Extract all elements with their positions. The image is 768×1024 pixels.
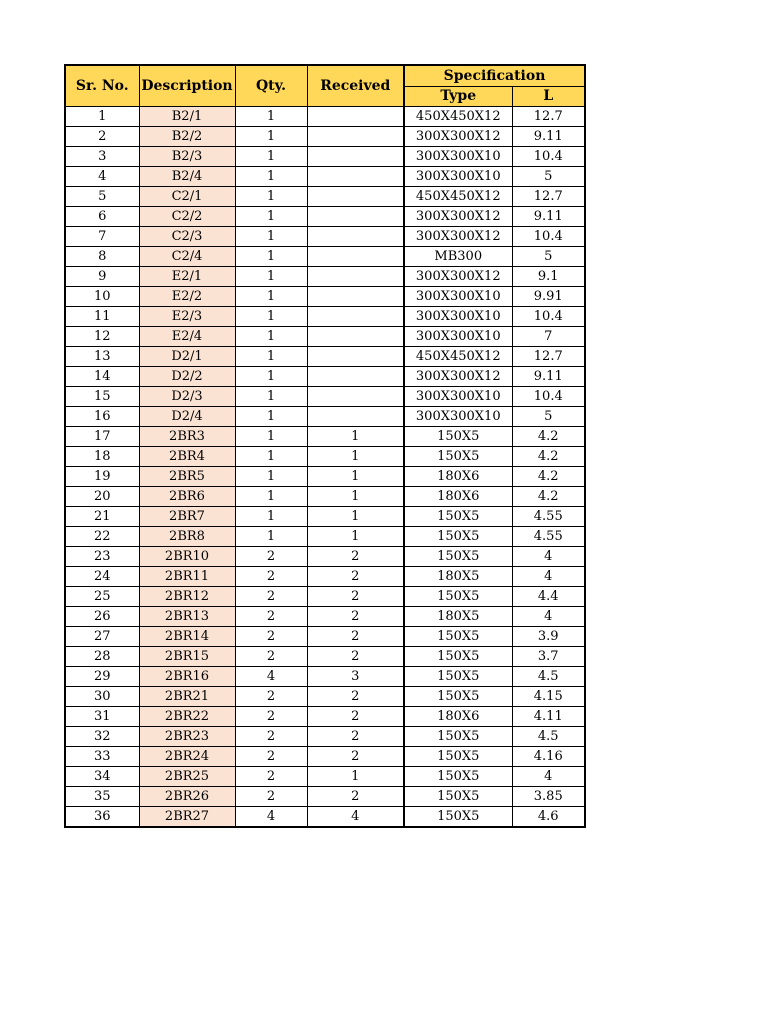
cell-type: 180X6 [404, 707, 512, 727]
cell-received [307, 187, 404, 207]
cell-sr-no: 34 [65, 767, 139, 787]
cell-l: 10.4 [512, 147, 585, 167]
cell-l: 10.4 [512, 227, 585, 247]
cell-description: 2BR21 [139, 687, 235, 707]
cell-type: 150X5 [404, 427, 512, 447]
cell-description: D2/1 [139, 347, 235, 367]
cell-qty: 2 [235, 747, 307, 767]
table-body [65, 107, 585, 828]
cell-l: 10.4 [512, 307, 585, 327]
cell-sr-no: 31 [65, 707, 139, 727]
cell-qty: 1 [235, 207, 307, 227]
cell-description: C2/4 [139, 247, 235, 267]
cell-description: B2/2 [139, 127, 235, 147]
cell-type: 300X300X10 [404, 147, 512, 167]
table-row [65, 667, 585, 687]
cell-description: D2/4 [139, 407, 235, 427]
table-row [65, 627, 585, 647]
cell-sr-no: 27 [65, 627, 139, 647]
header-specification: Specification [404, 65, 585, 86]
cell-l: 12.7 [512, 107, 585, 127]
cell-qty: 4 [235, 807, 307, 828]
table-row [65, 507, 585, 527]
cell-received: 2 [307, 607, 404, 627]
cell-type: 180X6 [404, 487, 512, 507]
material-spec-table [64, 64, 586, 828]
cell-description: 2BR24 [139, 747, 235, 767]
table-row [65, 147, 585, 167]
cell-type: 150X5 [404, 507, 512, 527]
cell-type: 300X300X12 [404, 127, 512, 147]
cell-type: 150X5 [404, 647, 512, 667]
cell-l: 4.2 [512, 467, 585, 487]
cell-qty: 1 [235, 427, 307, 447]
table-row [65, 307, 585, 327]
cell-qty: 1 [235, 267, 307, 287]
cell-received [307, 287, 404, 307]
cell-sr-no: 3 [65, 147, 139, 167]
cell-l: 3.85 [512, 787, 585, 807]
cell-qty: 1 [235, 387, 307, 407]
cell-description: 2BR6 [139, 487, 235, 507]
cell-sr-no: 32 [65, 727, 139, 747]
cell-l: 9.11 [512, 367, 585, 387]
cell-sr-no: 7 [65, 227, 139, 247]
cell-qty: 1 [235, 527, 307, 547]
cell-l: 5 [512, 167, 585, 187]
cell-received: 2 [307, 787, 404, 807]
cell-type: 150X5 [404, 667, 512, 687]
cell-qty: 1 [235, 367, 307, 387]
cell-qty: 1 [235, 107, 307, 127]
cell-l: 4.2 [512, 427, 585, 447]
header-row-top [65, 65, 585, 86]
cell-description: 2BR25 [139, 767, 235, 787]
cell-description: 2BR26 [139, 787, 235, 807]
table-row [65, 767, 585, 787]
cell-received: 2 [307, 567, 404, 587]
table-row [65, 267, 585, 287]
cell-type: 300X300X12 [404, 267, 512, 287]
table-row [65, 247, 585, 267]
cell-received [307, 367, 404, 387]
cell-description: E2/4 [139, 327, 235, 347]
cell-description: 2BR7 [139, 507, 235, 527]
cell-l: 4.4 [512, 587, 585, 607]
cell-l: 12.7 [512, 347, 585, 367]
cell-qty: 1 [235, 327, 307, 347]
cell-description: B2/3 [139, 147, 235, 167]
cell-description: 2BR11 [139, 567, 235, 587]
cell-received: 1 [307, 767, 404, 787]
cell-received [307, 147, 404, 167]
cell-type: 450X450X12 [404, 347, 512, 367]
cell-l: 4.11 [512, 707, 585, 727]
cell-sr-no: 26 [65, 607, 139, 627]
cell-l: 3.7 [512, 647, 585, 667]
cell-received: 2 [307, 627, 404, 647]
table-row [65, 587, 585, 607]
cell-received: 2 [307, 687, 404, 707]
cell-type: 300X300X10 [404, 407, 512, 427]
table-row [65, 467, 585, 487]
cell-l: 4.15 [512, 687, 585, 707]
cell-sr-no: 18 [65, 447, 139, 467]
cell-sr-no: 28 [65, 647, 139, 667]
cell-received: 2 [307, 587, 404, 607]
cell-received [307, 227, 404, 247]
cell-qty: 1 [235, 487, 307, 507]
cell-type: 300X300X10 [404, 167, 512, 187]
cell-sr-no: 36 [65, 807, 139, 828]
cell-type: 150X5 [404, 687, 512, 707]
header-type: Type [404, 86, 512, 107]
table-row [65, 707, 585, 727]
cell-received: 4 [307, 807, 404, 828]
table-header [65, 65, 585, 107]
table-row [65, 747, 585, 767]
header-qty: Qty. [235, 65, 307, 107]
cell-l: 4 [512, 567, 585, 587]
cell-received: 2 [307, 707, 404, 727]
cell-description: 2BR14 [139, 627, 235, 647]
cell-qty: 2 [235, 647, 307, 667]
table-row [65, 167, 585, 187]
cell-qty: 2 [235, 567, 307, 587]
cell-type: 150X5 [404, 807, 512, 828]
cell-received [307, 327, 404, 347]
cell-type: 300X300X10 [404, 387, 512, 407]
cell-description: 2BR22 [139, 707, 235, 727]
cell-sr-no: 22 [65, 527, 139, 547]
table-row [65, 387, 585, 407]
cell-sr-no: 8 [65, 247, 139, 267]
cell-description: 2BR15 [139, 647, 235, 667]
cell-description: 2BR3 [139, 427, 235, 447]
cell-description: E2/3 [139, 307, 235, 327]
table-row [65, 107, 585, 127]
cell-l: 4.5 [512, 667, 585, 687]
cell-sr-no: 20 [65, 487, 139, 507]
cell-description: 2BR23 [139, 727, 235, 747]
cell-type: 300X300X12 [404, 227, 512, 247]
cell-qty: 1 [235, 167, 307, 187]
cell-qty: 1 [235, 507, 307, 527]
cell-type: 180X5 [404, 607, 512, 627]
header-received: Received [307, 65, 404, 107]
cell-sr-no: 25 [65, 587, 139, 607]
cell-description: 2BR16 [139, 667, 235, 687]
cell-qty: 2 [235, 587, 307, 607]
cell-l: 4.2 [512, 487, 585, 507]
table-row [65, 727, 585, 747]
cell-sr-no: 9 [65, 267, 139, 287]
cell-type: 300X300X12 [404, 367, 512, 387]
cell-l: 4.55 [512, 527, 585, 547]
cell-sr-no: 17 [65, 427, 139, 447]
cell-description: 2BR12 [139, 587, 235, 607]
cell-description: E2/2 [139, 287, 235, 307]
cell-qty: 1 [235, 407, 307, 427]
cell-type: 300X300X10 [404, 307, 512, 327]
cell-description: 2BR4 [139, 447, 235, 467]
cell-received: 1 [307, 527, 404, 547]
cell-description: 2BR27 [139, 807, 235, 828]
cell-l: 9.11 [512, 207, 585, 227]
cell-qty: 2 [235, 627, 307, 647]
cell-description: C2/3 [139, 227, 235, 247]
cell-sr-no: 6 [65, 207, 139, 227]
table-row [65, 447, 585, 467]
cell-received [307, 407, 404, 427]
cell-type: 150X5 [404, 587, 512, 607]
cell-received: 1 [307, 487, 404, 507]
cell-received: 2 [307, 647, 404, 667]
cell-l: 10.4 [512, 387, 585, 407]
cell-received: 1 [307, 447, 404, 467]
cell-sr-no: 1 [65, 107, 139, 127]
cell-received [307, 167, 404, 187]
cell-l: 4.16 [512, 747, 585, 767]
cell-l: 9.11 [512, 127, 585, 147]
cell-sr-no: 23 [65, 547, 139, 567]
cell-received [307, 127, 404, 147]
cell-received: 2 [307, 727, 404, 747]
cell-l: 4 [512, 607, 585, 627]
cell-qty: 1 [235, 247, 307, 267]
table-row [65, 567, 585, 587]
cell-received [307, 307, 404, 327]
cell-l: 4 [512, 547, 585, 567]
cell-sr-no: 11 [65, 307, 139, 327]
cell-received [307, 207, 404, 227]
cell-received: 2 [307, 747, 404, 767]
cell-type: 150X5 [404, 787, 512, 807]
cell-received [307, 387, 404, 407]
cell-qty: 1 [235, 227, 307, 247]
cell-qty: 1 [235, 347, 307, 367]
cell-qty: 1 [235, 307, 307, 327]
cell-l: 7 [512, 327, 585, 347]
cell-type: 180X5 [404, 567, 512, 587]
table-row [65, 547, 585, 567]
cell-type: 450X450X12 [404, 187, 512, 207]
cell-sr-no: 10 [65, 287, 139, 307]
table-row [65, 287, 585, 307]
cell-qty: 1 [235, 287, 307, 307]
cell-type: 150X5 [404, 447, 512, 467]
cell-description: C2/2 [139, 207, 235, 227]
cell-l: 5 [512, 407, 585, 427]
table-row [65, 427, 585, 447]
cell-type: 150X5 [404, 627, 512, 647]
cell-sr-no: 30 [65, 687, 139, 707]
table-row [65, 487, 585, 507]
cell-description: C2/1 [139, 187, 235, 207]
cell-sr-no: 19 [65, 467, 139, 487]
cell-l: 4 [512, 767, 585, 787]
table-row [65, 787, 585, 807]
cell-received: 3 [307, 667, 404, 687]
cell-sr-no: 24 [65, 567, 139, 587]
cell-description: D2/2 [139, 367, 235, 387]
cell-received: 1 [307, 427, 404, 447]
cell-description: E2/1 [139, 267, 235, 287]
cell-l: 5 [512, 247, 585, 267]
cell-sr-no: 12 [65, 327, 139, 347]
table-row [65, 327, 585, 347]
table-row [65, 207, 585, 227]
cell-description: 2BR8 [139, 527, 235, 547]
cell-received: 1 [307, 507, 404, 527]
table-row [65, 527, 585, 547]
cell-type: 150X5 [404, 767, 512, 787]
cell-l: 12.7 [512, 187, 585, 207]
cell-qty: 2 [235, 767, 307, 787]
cell-sr-no: 2 [65, 127, 139, 147]
cell-type: 300X300X10 [404, 327, 512, 347]
table-row [65, 347, 585, 367]
cell-type: 150X5 [404, 547, 512, 567]
cell-l: 4.55 [512, 507, 585, 527]
cell-qty: 2 [235, 607, 307, 627]
cell-received [307, 247, 404, 267]
cell-description: D2/3 [139, 387, 235, 407]
header-sr-no: Sr. No. [65, 65, 139, 107]
cell-sr-no: 35 [65, 787, 139, 807]
cell-received: 2 [307, 547, 404, 567]
cell-type: 180X6 [404, 467, 512, 487]
cell-description: B2/4 [139, 167, 235, 187]
cell-type: 300X300X12 [404, 207, 512, 227]
cell-l: 9.91 [512, 287, 585, 307]
cell-type: 300X300X10 [404, 287, 512, 307]
cell-qty: 4 [235, 667, 307, 687]
cell-received [307, 107, 404, 127]
cell-description: B2/1 [139, 107, 235, 127]
cell-l: 3.9 [512, 627, 585, 647]
cell-qty: 2 [235, 707, 307, 727]
cell-qty: 2 [235, 727, 307, 747]
cell-sr-no: 33 [65, 747, 139, 767]
table-row [65, 607, 585, 627]
cell-sr-no: 21 [65, 507, 139, 527]
cell-description: 2BR5 [139, 467, 235, 487]
cell-l: 4.5 [512, 727, 585, 747]
cell-qty: 1 [235, 467, 307, 487]
cell-l: 4.2 [512, 447, 585, 467]
table-row [65, 227, 585, 247]
cell-qty: 2 [235, 547, 307, 567]
table-row [65, 647, 585, 667]
cell-received: 1 [307, 467, 404, 487]
cell-qty: 1 [235, 147, 307, 167]
cell-sr-no: 29 [65, 667, 139, 687]
cell-type: MB300 [404, 247, 512, 267]
cell-type: 150X5 [404, 727, 512, 747]
cell-qty: 2 [235, 687, 307, 707]
cell-qty: 1 [235, 127, 307, 147]
header-l: L [512, 86, 585, 107]
cell-sr-no: 5 [65, 187, 139, 207]
cell-qty: 2 [235, 787, 307, 807]
cell-sr-no: 13 [65, 347, 139, 367]
table-row [65, 367, 585, 387]
cell-description: 2BR13 [139, 607, 235, 627]
table-row [65, 127, 585, 147]
cell-type: 150X5 [404, 527, 512, 547]
cell-sr-no: 4 [65, 167, 139, 187]
table-row [65, 807, 585, 828]
cell-type: 450X450X12 [404, 107, 512, 127]
header-description: Description [139, 65, 235, 107]
cell-sr-no: 16 [65, 407, 139, 427]
table-row [65, 187, 585, 207]
cell-description: 2BR10 [139, 547, 235, 567]
table-row [65, 687, 585, 707]
table-row [65, 407, 585, 427]
cell-sr-no: 15 [65, 387, 139, 407]
cell-received [307, 347, 404, 367]
cell-type: 150X5 [404, 747, 512, 767]
cell-qty: 1 [235, 187, 307, 207]
cell-received [307, 267, 404, 287]
cell-qty: 1 [235, 447, 307, 467]
cell-l: 4.6 [512, 807, 585, 828]
cell-l: 9.1 [512, 267, 585, 287]
cell-sr-no: 14 [65, 367, 139, 387]
